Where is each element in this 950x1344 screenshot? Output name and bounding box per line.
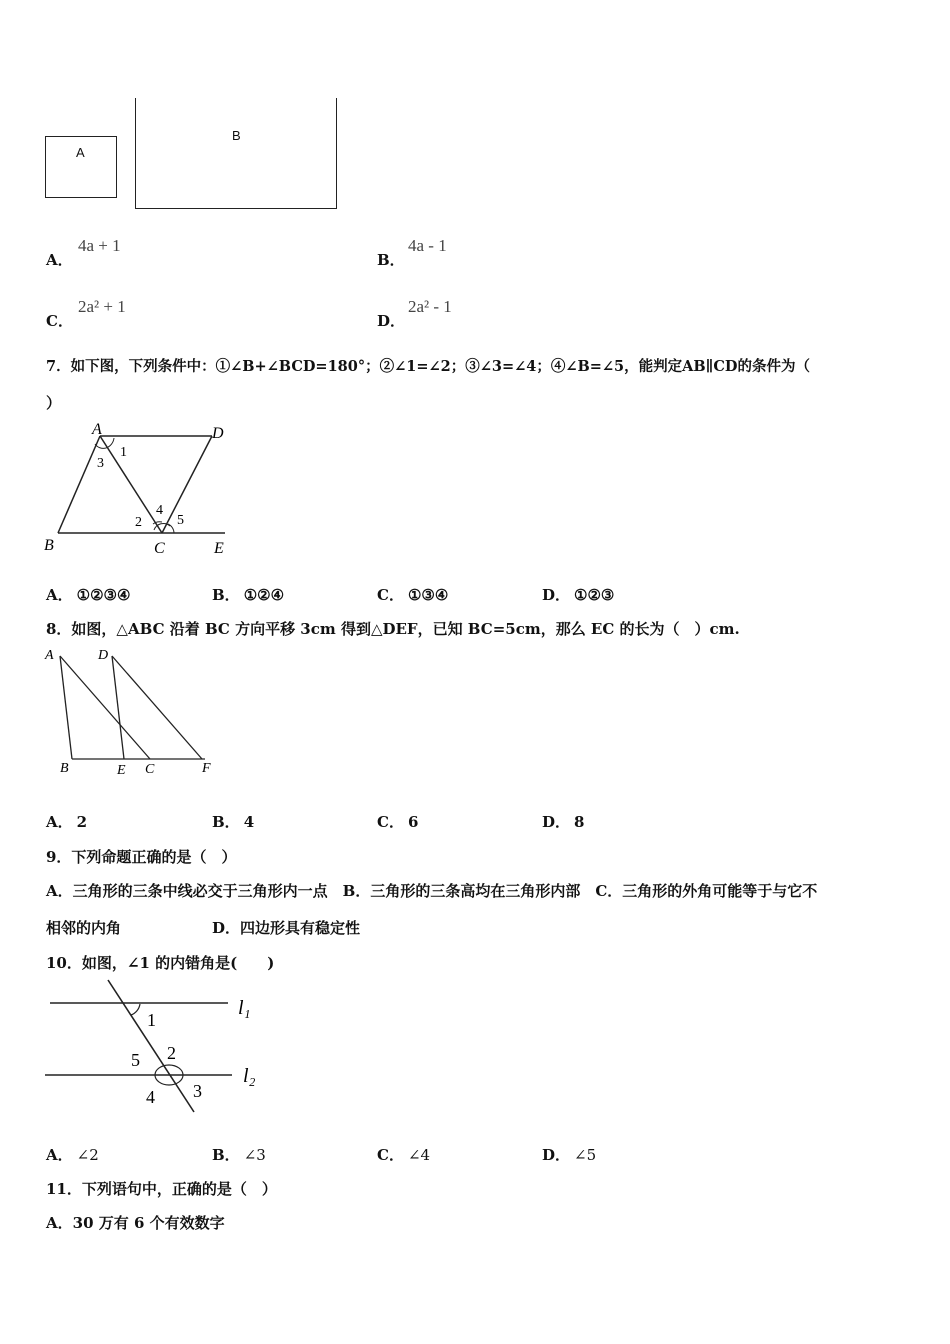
option-value: ∠2 bbox=[76, 1146, 99, 1164]
option-value: ①③④ bbox=[407, 586, 449, 604]
q9-option-d[interactable]: D．四边形具有稳定性 bbox=[212, 919, 361, 937]
option-value: 6 bbox=[407, 813, 419, 831]
option-letter: B． bbox=[212, 586, 240, 604]
q9-question: 9．下列命题正确的是（ ） bbox=[46, 848, 237, 866]
q11-option-a[interactable]: A．30 万有 6 个有效数字 bbox=[46, 1214, 225, 1232]
q8-label-F: F bbox=[202, 761, 211, 776]
q10-angle-3: 3 bbox=[193, 1081, 202, 1101]
option-letter: A． bbox=[46, 1146, 73, 1164]
option-value: ∠3 bbox=[243, 1146, 266, 1164]
q7-label-C: C bbox=[154, 540, 165, 557]
q6-option-d-value: 2a² - 1 bbox=[408, 297, 452, 316]
option-value: 8 bbox=[574, 813, 585, 831]
q7-angle-4: 4 bbox=[156, 503, 163, 518]
option-value: ①②③④ bbox=[76, 586, 131, 604]
q7-label-B: B bbox=[44, 537, 54, 554]
option-letter: A． bbox=[46, 813, 73, 831]
q6-option-b-value: 4a - 1 bbox=[408, 236, 447, 255]
option-value: ①②③ bbox=[574, 586, 615, 604]
q7-figure bbox=[40, 418, 240, 560]
q10-label-l1: l₁ bbox=[238, 997, 251, 1019]
q7-label-D: D bbox=[212, 425, 224, 442]
q7-angle-5: 5 bbox=[177, 513, 184, 528]
option-letter: D． bbox=[542, 586, 571, 604]
q6-option-d[interactable] bbox=[377, 310, 405, 331]
q6-option-c[interactable] bbox=[46, 310, 73, 331]
q7-label-E: E bbox=[214, 540, 224, 557]
q10-option-b[interactable] bbox=[212, 1144, 266, 1165]
q10-figure bbox=[40, 976, 270, 1116]
q10-option-a[interactable] bbox=[46, 1144, 99, 1165]
option-value: 4 bbox=[243, 813, 255, 831]
q8-figure bbox=[40, 644, 220, 780]
q6-option-a-value: 4a + 1 bbox=[78, 236, 121, 255]
option-letter: C． bbox=[377, 813, 404, 831]
q8-question: 8．如图，△ABC 沿着 BC 方向平移 3cm 得到△DEF，已知 BC=5cm，那么 EC 的长为（ ）cm. bbox=[46, 620, 740, 638]
option-letter: C． bbox=[46, 312, 73, 330]
q10-option-d[interactable] bbox=[542, 1144, 596, 1165]
q7-option-d[interactable] bbox=[542, 584, 614, 605]
box-b bbox=[135, 98, 337, 209]
q10-angle-5: 5 bbox=[131, 1050, 140, 1070]
q7-option-c[interactable] bbox=[377, 584, 448, 605]
option-letter: A． bbox=[46, 251, 73, 269]
q7-question-cont: ） bbox=[46, 394, 62, 412]
q8-label-B: B bbox=[60, 761, 69, 776]
q7-option-a[interactable] bbox=[46, 584, 130, 605]
q7-label-A: A bbox=[92, 421, 102, 438]
q8-option-a[interactable] bbox=[46, 811, 87, 832]
q9-options-line1[interactable]: A．三角形的三条中线必交于三角形内一点 B．三角形的三条高均在三角形内部 C．三角形的外角可能等于与它不 bbox=[46, 882, 818, 900]
option-value: ①②④ bbox=[243, 586, 285, 604]
q11-question: 11．下列语句中，正确的是（ ） bbox=[46, 1180, 277, 1198]
q7-angle-1: 1 bbox=[120, 445, 127, 460]
q6-option-a[interactable] bbox=[46, 249, 73, 270]
q10-question: 10．如图，∠1 的内错角是( ) bbox=[46, 954, 275, 972]
q8-option-c[interactable] bbox=[377, 811, 418, 832]
option-letter: B． bbox=[377, 251, 405, 269]
q8-label-A: A bbox=[45, 648, 54, 663]
q10-label-l2: l₂ bbox=[243, 1065, 256, 1087]
option-letter: A． bbox=[46, 586, 73, 604]
option-letter: D． bbox=[542, 813, 571, 831]
option-letter: B． bbox=[212, 1146, 240, 1164]
q10-angle-2: 2 bbox=[167, 1043, 176, 1063]
box-a bbox=[45, 136, 117, 198]
q8-label-C: C bbox=[145, 762, 155, 777]
option-letter: D． bbox=[377, 312, 406, 330]
option-letter: D． bbox=[542, 1146, 571, 1164]
q7-option-b[interactable] bbox=[212, 584, 284, 605]
q10-angle-4: 4 bbox=[146, 1087, 155, 1107]
q6-option-c-value: 2a² + 1 bbox=[78, 297, 126, 316]
q8-option-d[interactable] bbox=[542, 811, 584, 832]
q7-angle-2: 2 bbox=[135, 515, 142, 530]
option-letter: C． bbox=[377, 586, 404, 604]
q6-option-b[interactable] bbox=[377, 249, 405, 270]
q10-option-c[interactable] bbox=[377, 1144, 430, 1165]
option-letter: B． bbox=[212, 813, 240, 831]
q6-figure bbox=[44, 98, 344, 214]
q8-label-E: E bbox=[117, 763, 126, 778]
box-a-label: A bbox=[76, 145, 85, 160]
option-letter: C． bbox=[377, 1146, 404, 1164]
option-value: ∠5 bbox=[574, 1146, 597, 1164]
q10-angle-1: 1 bbox=[147, 1010, 156, 1030]
option-value: 2 bbox=[76, 813, 88, 831]
q7-question: 7．如下图，下列条件中：①∠B+∠BCD=180°；②∠1=∠2；③∠3=∠4；④∠B=∠5，能判定AB∥CD的条件为（ bbox=[46, 358, 810, 375]
q8-label-D: D bbox=[98, 648, 109, 663]
q8-option-b[interactable] bbox=[212, 811, 254, 832]
box-b-label: B bbox=[232, 128, 241, 143]
q7-angle-3: 3 bbox=[97, 456, 104, 471]
q9-options-line2[interactable]: 相邻的内角 bbox=[46, 919, 122, 937]
option-value: ∠4 bbox=[407, 1146, 431, 1164]
